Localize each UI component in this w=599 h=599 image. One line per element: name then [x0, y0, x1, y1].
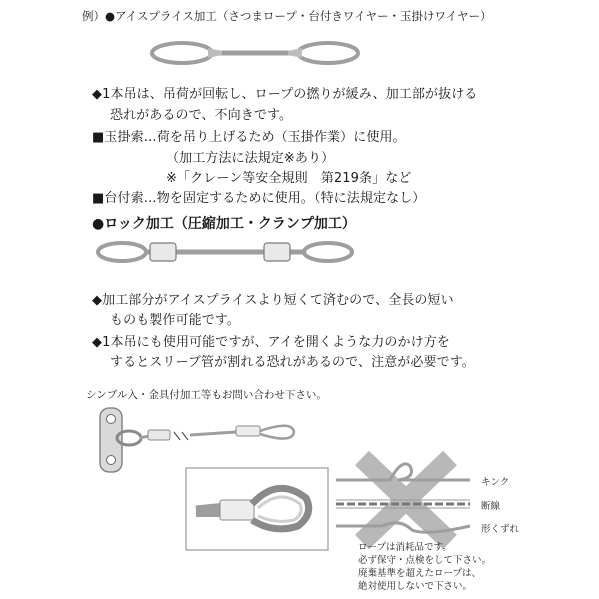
warning-line-1: ロープは消耗品です。 [358, 542, 452, 553]
warning-line-3: 廃棄基準を超えたロープは、 [358, 568, 482, 579]
lock-note-line-3: ◆1本吊にも使用可能ですが、アイを開くような力のかけ方を [92, 335, 450, 350]
lock-note-line-1: ◆加工部分がアイスプライスより短くて済むので、全長の短い [92, 293, 454, 308]
lock-process-title: ●ロック加工（圧縮加工・クランプ加工） [92, 216, 356, 232]
thimble-caption: シンブル入・金具付加工等もお問い合わせ下さい。 [86, 389, 327, 401]
lock-wire-illustration [96, 238, 354, 266]
damage-label-deformation: 形くずれ [481, 524, 520, 535]
damage-label-broken-wire: 断線 [481, 501, 501, 512]
damage-label-kink: キンク [481, 477, 510, 488]
legal-regulation-note: （加工方法に法規定※あり） [166, 151, 335, 166]
eye-splice-wire-illustration [150, 36, 360, 70]
thimble-closeup-illustration [186, 468, 330, 552]
example-title: 例）●アイスプライス加工（さつまロープ・台付きワイヤー・玉掛けワイヤー） [82, 9, 492, 23]
tie-down-use-note: ■台付索…物を固定するために使用。（特に法規定なし） [92, 191, 426, 206]
crane-safety-rule-note: ※「クレーン等安全規則 第219条」など [166, 171, 412, 186]
sling-use-note: ■玉掛索…荷を吊り上げるため（玉掛作業）に使用。 [92, 130, 406, 145]
lock-note-line-2: ものも製作可能です。 [110, 313, 240, 328]
wall-fitting-wire-photo [96, 402, 306, 474]
splice-note-line-1: ◆1本吊は、吊荷が回転し、ロープの撚りが緩み、加工部が抜ける [92, 87, 478, 102]
warning-line-2: 必ず保守・点検をして下さい。 [358, 555, 492, 566]
splice-note-line-2: 恐れがあるので、不向きです。 [110, 108, 293, 123]
lock-note-line-4: するとスリーブ管が割れる恐れがあるので、注意が必要です。 [110, 355, 475, 370]
warning-line-4: 絶対使用しないで下さい。 [358, 581, 473, 592]
